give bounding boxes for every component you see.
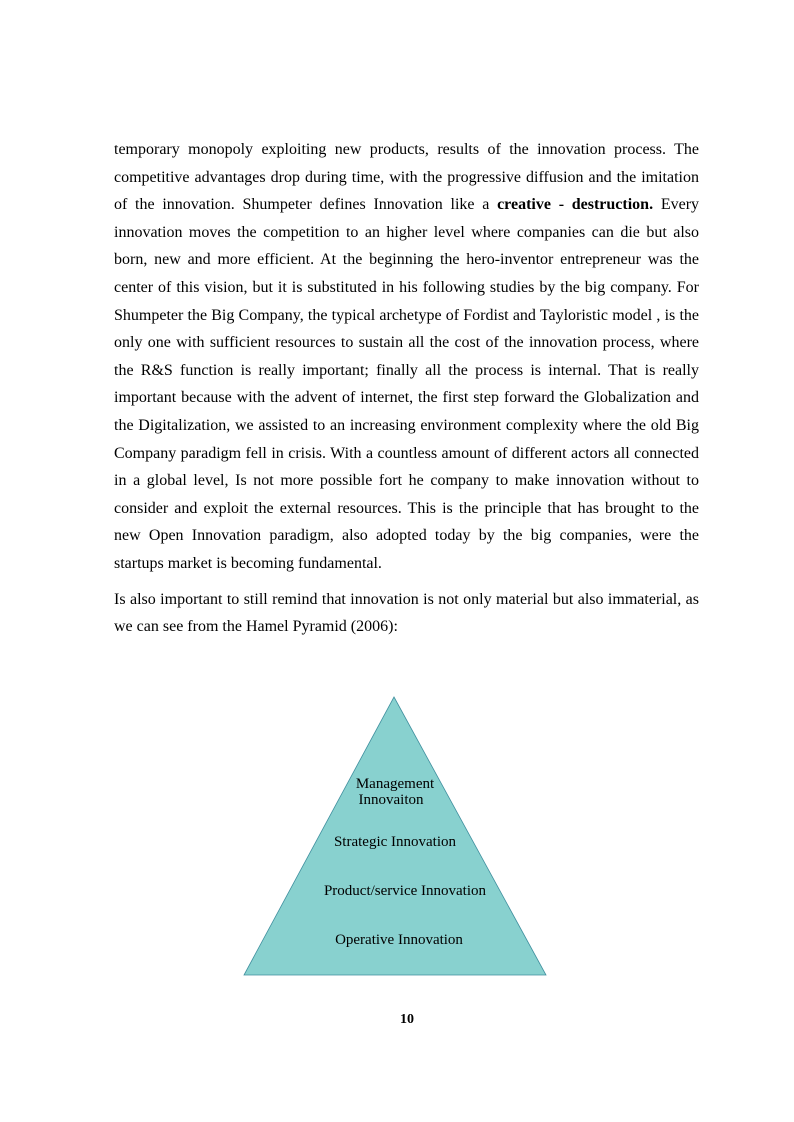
management-line-2: Innovaiton	[358, 792, 424, 808]
paragraph-1-part-1: temporary monopoly exploiting new products, results of the innovation process. The competitive advantages drop during time, with the progressive diffusion and the imitation of the innovation. Shumpeter defines Innovation like a	[114, 141, 699, 214]
hamel-pyramid	[243, 696, 547, 976]
pyramid-level-strategic: Strategic Innovation	[333, 834, 457, 850]
paragraph-2: Is also important to still remind that innovation is not only material but also immaterial, as we can see from the Hamel Pyramid (2006):	[114, 590, 699, 636]
pyramid-level-management	[243, 776, 547, 808]
management-line-1: Management	[355, 776, 435, 792]
bold-term: creative - destruction.	[497, 196, 654, 214]
pyramid-level-product: Product/service Innovation	[323, 883, 487, 899]
pyramid-level-operative: Operative Innovation	[335, 932, 463, 948]
body-text	[114, 136, 699, 649]
page-number: 10	[400, 1012, 414, 1027]
paragraph-1-part-2: Every innovation moves the competition to an higher level where companies can die but also born, new and more efficient. At the beginning the hero-inventor entrepreneur was the center of this vision, but it is substituted in his following studies by the big company. For Shumpeter the Big Company, the typical archetype of Fordist and Tayloristic model , is the only one with sufficient resources to sustain all the cost of the innovation process, where the R&S function is really important; finally all the process is internal. That is really important because with the advent of internet, the first step forward the Globalization and the Digitalization, we assisted to an increasing environment complexity where the old Big Company paradigm fell in crisis. With a countless amount of different actors all connected in a global level, Is not more possible fort he company to make innovation without to consider and exploit the external resources. This is the principle that has brought to the new Open Innovation paradigm, also adopted today by the big companies, were the startups market is becoming fundamental.	[114, 196, 700, 572]
paragraph-1	[114, 136, 699, 578]
